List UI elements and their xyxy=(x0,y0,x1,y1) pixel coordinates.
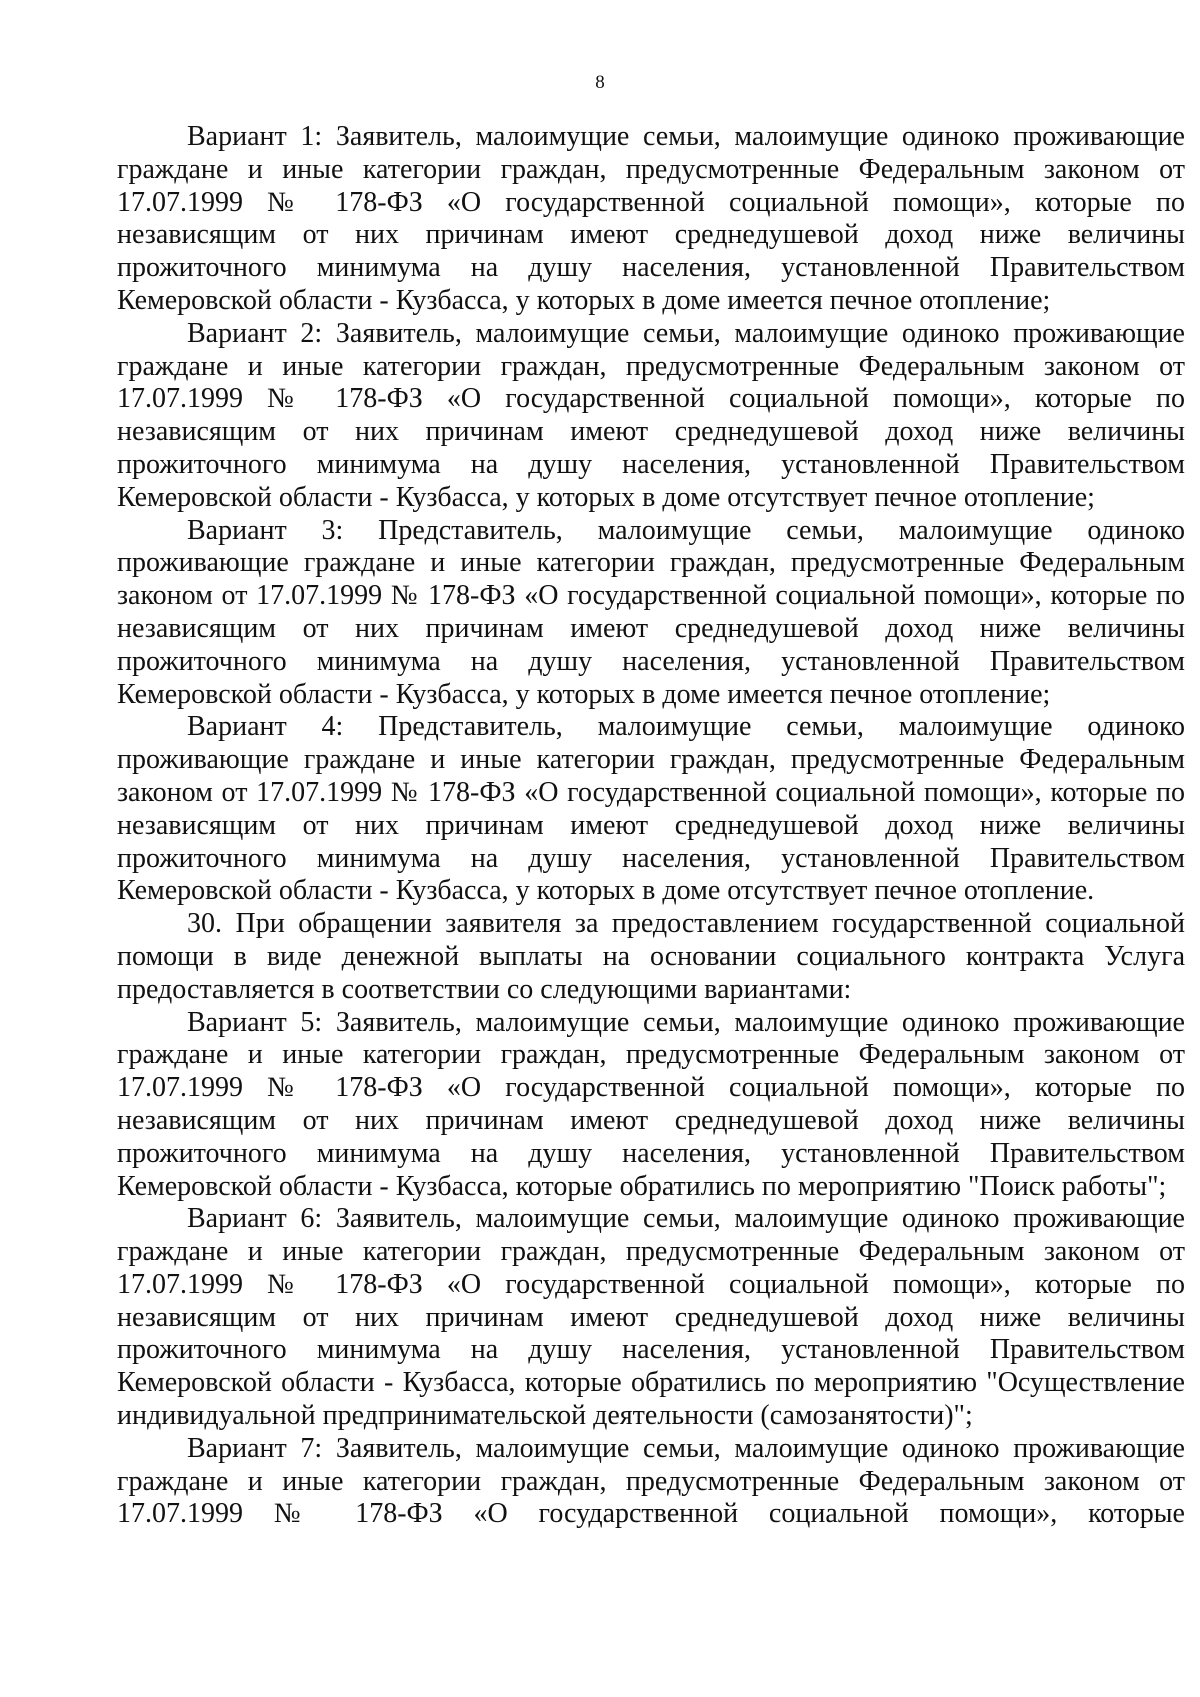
paragraph-variant-7: Вариант 7: Заявитель, малоимущие семьи, малоимущие одиноко проживающие граждане и иные категории граждан, предусмотренные Федеральным законом от 17.07.1999 № 178-ФЗ «О государственной социальной помощи», которые xyxy=(117,1432,1185,1530)
page-number: 8 xyxy=(595,72,605,93)
paragraph-item-30: 30. При обращении заявителя за предоставлением государственной социальной помощи в виде денежной выплаты на основании социального контракта Услуга предоставляется в соответствии со следующими вариантами: xyxy=(117,908,1185,1005)
paragraph-variant-5: Вариант 5: Заявитель, малоимущие семьи, малоимущие одиноко проживающие граждане и иные категории граждан, предусмотренные Федеральным законом от 17.07.1999 № 178-ФЗ «О государственной социальной помощи», которые по независящим от них причинам имеют среднедушевой доход ниже величины прожиточного минимума на душу населения, установленной Правительством Кемеровской области - Кузбасса, которые обратились по мероприятию "Поиск работы"; xyxy=(117,1006,1185,1202)
paragraph-variant-6: Вариант 6: Заявитель, малоимущие семьи, малоимущие одиноко проживающие граждане и иные категории граждан, предусмотренные Федеральным законом от 17.07.1999 № 178-ФЗ «О государственной социальной помощи», которые по независящим от них причинам имеют среднедушевой доход ниже величины прожиточного минимума на душу населения, установленной Правительством Кемеровской области - Кузбасса, которые обратились по мероприятию "Осуществление индивидуальной предпринимательской деятельности (самозанятости)"; xyxy=(117,1203,1185,1432)
paragraph-variant-1: Вариант 1: Заявитель, малоимущие семьи, малоимущие одиноко проживающие граждане и иные категории граждан, предусмотренные Федеральным законом от 17.07.1999 № 178-ФЗ «О государственной социальной помощи», которые по независящим от них причинам имеют среднедушевой доход ниже величины прожиточного минимума на душу населения, установленной Правительством Кемеровской области - Кузбасса, у которых в доме имеется печное отопление; xyxy=(117,121,1185,316)
paragraph-variant-2: Вариант 2: Заявитель, малоимущие семьи, малоимущие одиноко проживающие граждане и иные категории граждан, предусмотренные Федеральным законом от 17.07.1999 № 178-ФЗ «О государственной социальной помощи», которые по независящим от них причинам имеют среднедушевой доход ниже величины прожиточного минимума на душу населения, установленной Правительством Кемеровской области - Кузбасса, у которых в доме отсутствует печное отопление; xyxy=(117,317,1185,513)
document-body xyxy=(117,121,1185,1531)
paragraph-variant-3: Вариант 3: Представитель, малоимущие семьи, малоимущие одиноко проживающие граждане и иные категории граждан, предусмотренные Федеральным законом от 17.07.1999 № 178-ФЗ «О государственной социальной помощи», которые по независящим от них причинам имеют среднедушевой доход ниже величины прожиточного минимума на душу населения, установленной Правительством Кемеровской области - Кузбасса, у которых в доме имеется печное отопление; xyxy=(117,514,1185,710)
paragraph-variant-4: Вариант 4: Представитель, малоимущие семьи, малоимущие одиноко проживающие граждане и иные категории граждан, предусмотренные Федеральным законом от 17.07.1999 № 178-ФЗ «О государственной социальной помощи», которые по независящим от них причинам имеют среднедушевой доход ниже величины прожиточного минимума на душу населения, установленной Правительством Кемеровской области - Кузбасса, у которых в доме отсутствует печное отопление. xyxy=(117,711,1185,907)
